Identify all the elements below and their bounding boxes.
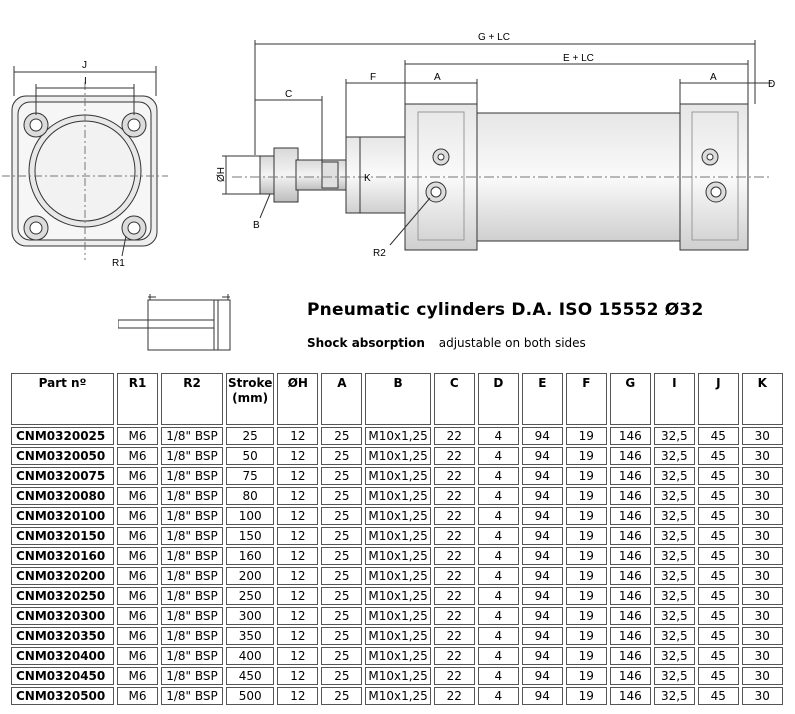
- table-cell: 12: [277, 487, 318, 505]
- table-cell: 25: [321, 607, 362, 625]
- table-cell: M10x1,25: [365, 627, 430, 645]
- table-row: [11, 647, 783, 665]
- table-cell: 146: [610, 527, 651, 545]
- table-cell: 25: [321, 487, 362, 505]
- table-cell: M10x1,25: [365, 647, 430, 665]
- table-cell: 75: [226, 467, 274, 485]
- table-cell: 94: [522, 527, 563, 545]
- column-header: E: [522, 373, 563, 425]
- label-a-right: A: [710, 72, 717, 83]
- table-cell: 32,5: [654, 587, 695, 605]
- table-cell: 22: [434, 687, 475, 705]
- label-r1: R1: [112, 258, 125, 269]
- label-b: B: [253, 220, 260, 231]
- table-cell: 30: [742, 687, 783, 705]
- table-cell: 94: [522, 567, 563, 585]
- table-cell: 12: [277, 507, 318, 525]
- table-cell: 146: [610, 587, 651, 605]
- table-cell: 19: [566, 587, 607, 605]
- table-cell: 12: [277, 667, 318, 685]
- table-cell: M10x1,25: [365, 467, 430, 485]
- column-header: C: [434, 373, 475, 425]
- page-title: Pneumatic cylinders D.A. ISO 15552 Ø32: [307, 300, 704, 320]
- table-cell: 22: [434, 607, 475, 625]
- table-cell: 22: [434, 527, 475, 545]
- table-cell: 32,5: [654, 667, 695, 685]
- part-number-cell: CNM0320100: [11, 507, 114, 525]
- table-cell: 94: [522, 467, 563, 485]
- table-cell: M10x1,25: [365, 667, 430, 685]
- part-number-cell: CNM0320450: [11, 667, 114, 685]
- table-cell: 12: [277, 627, 318, 645]
- table-cell: 45: [698, 547, 739, 565]
- table-cell: 1/8" BSP: [161, 467, 223, 485]
- table-cell: 4: [478, 667, 519, 685]
- table-cell: 1/8" BSP: [161, 587, 223, 605]
- table-cell: M6: [117, 507, 158, 525]
- label-f: F: [370, 72, 377, 83]
- table-cell: 22: [434, 587, 475, 605]
- label-c: C: [285, 89, 293, 100]
- table-cell: 30: [742, 647, 783, 665]
- table-cell: M6: [117, 607, 158, 625]
- table-cell: 22: [434, 667, 475, 685]
- table-cell: 250: [226, 587, 274, 605]
- column-header: B: [365, 373, 430, 425]
- table-cell: 45: [698, 567, 739, 585]
- table-cell: 25: [226, 427, 274, 445]
- table-cell: 22: [434, 467, 475, 485]
- table-cell: 94: [522, 487, 563, 505]
- table-row: [11, 547, 783, 565]
- table-cell: 19: [566, 547, 607, 565]
- table-cell: M6: [117, 567, 158, 585]
- table-row: [11, 627, 783, 645]
- table-cell: 45: [698, 667, 739, 685]
- column-header: Part nº: [11, 373, 114, 425]
- table-cell: 45: [698, 607, 739, 625]
- table-cell: M10x1,25: [365, 687, 430, 705]
- table-cell: 1/8" BSP: [161, 507, 223, 525]
- table-cell: 146: [610, 667, 651, 685]
- side-view: [232, 104, 770, 250]
- table-cell: 25: [321, 507, 362, 525]
- table-cell: M6: [117, 527, 158, 545]
- table-body: [11, 427, 783, 705]
- table-cell: 94: [522, 607, 563, 625]
- table-cell: 150: [226, 527, 274, 545]
- table-cell: 32,5: [654, 607, 695, 625]
- table-cell: 4: [478, 507, 519, 525]
- part-number-cell: CNM0320250: [11, 587, 114, 605]
- table-cell: 146: [610, 607, 651, 625]
- table-cell: M6: [117, 487, 158, 505]
- part-number-cell: CNM0320300: [11, 607, 114, 625]
- table-cell: 4: [478, 527, 519, 545]
- table-cell: M6: [117, 647, 158, 665]
- table-cell: 45: [698, 487, 739, 505]
- table-cell: 4: [478, 587, 519, 605]
- table-cell: 32,5: [654, 527, 695, 545]
- table-cell: M10x1,25: [365, 427, 430, 445]
- table-cell: 1/8" BSP: [161, 607, 223, 625]
- table-cell: 45: [698, 447, 739, 465]
- table-cell: 30: [742, 547, 783, 565]
- table-cell: 146: [610, 547, 651, 565]
- table-cell: 30: [742, 467, 783, 485]
- table-cell: 1/8" BSP: [161, 527, 223, 545]
- part-number-cell: CNM0320400: [11, 647, 114, 665]
- column-header: D: [478, 373, 519, 425]
- table-cell: 30: [742, 427, 783, 445]
- column-header: F: [566, 373, 607, 425]
- label-j: J: [82, 60, 87, 71]
- table-cell: 146: [610, 467, 651, 485]
- table-cell: 19: [566, 687, 607, 705]
- table-cell: 4: [478, 427, 519, 445]
- table-row: [11, 667, 783, 685]
- table-cell: M6: [117, 467, 158, 485]
- specs-table: [8, 371, 786, 707]
- table-cell: 19: [566, 447, 607, 465]
- table-cell: 22: [434, 487, 475, 505]
- part-number-cell: CNM0320080: [11, 487, 114, 505]
- table-cell: 500: [226, 687, 274, 705]
- table-cell: M10x1,25: [365, 607, 430, 625]
- table-cell: 30: [742, 667, 783, 685]
- column-header: ØH: [277, 373, 318, 425]
- table-cell: 32,5: [654, 487, 695, 505]
- table-cell: 45: [698, 467, 739, 485]
- table-cell: 32,5: [654, 567, 695, 585]
- table-cell: 32,5: [654, 647, 695, 665]
- table-row: [11, 587, 783, 605]
- table-cell: 45: [698, 527, 739, 545]
- table-cell: 25: [321, 667, 362, 685]
- label-glc: G + LC: [478, 32, 510, 43]
- label-elc: E + LC: [563, 53, 594, 64]
- table-cell: 30: [742, 447, 783, 465]
- table-cell: 12: [277, 587, 318, 605]
- table-cell: 45: [698, 647, 739, 665]
- table-cell: 1/8" BSP: [161, 447, 223, 465]
- table-cell: 30: [742, 567, 783, 585]
- table-cell: 4: [478, 607, 519, 625]
- table-cell: 12: [277, 547, 318, 565]
- table-cell: M6: [117, 547, 158, 565]
- table-cell: 146: [610, 447, 651, 465]
- table-cell: M10x1,25: [365, 547, 430, 565]
- table-cell: 1/8" BSP: [161, 687, 223, 705]
- label-d: D: [768, 79, 776, 90]
- table-cell: 25: [321, 587, 362, 605]
- table-cell: 25: [321, 647, 362, 665]
- table-cell: M10x1,25: [365, 567, 430, 585]
- table-cell: 25: [321, 547, 362, 565]
- table-cell: 4: [478, 547, 519, 565]
- table-row: [11, 567, 783, 585]
- table-cell: 32,5: [654, 687, 695, 705]
- column-header: A: [321, 373, 362, 425]
- part-number-cell: CNM0320200: [11, 567, 114, 585]
- table-cell: M6: [117, 587, 158, 605]
- table-cell: 30: [742, 607, 783, 625]
- table-cell: 94: [522, 627, 563, 645]
- table-row: [11, 527, 783, 545]
- table-cell: 19: [566, 607, 607, 625]
- table-cell: 12: [277, 467, 318, 485]
- table-cell: 19: [566, 467, 607, 485]
- table-cell: 1/8" BSP: [161, 427, 223, 445]
- table-cell: 1/8" BSP: [161, 667, 223, 685]
- table-cell: 32,5: [654, 547, 695, 565]
- table-cell: M10x1,25: [365, 447, 430, 465]
- table-cell: 45: [698, 587, 739, 605]
- table-cell: 146: [610, 687, 651, 705]
- table-cell: 32,5: [654, 447, 695, 465]
- table-cell: 146: [610, 487, 651, 505]
- table-cell: M6: [117, 627, 158, 645]
- column-header: G: [610, 373, 651, 425]
- column-header: K: [742, 373, 783, 425]
- table-cell: 32,5: [654, 627, 695, 645]
- table-cell: 25: [321, 567, 362, 585]
- table-cell: 400: [226, 647, 274, 665]
- table-cell: 19: [566, 527, 607, 545]
- shock-absorption: [307, 336, 586, 350]
- table-cell: 200: [226, 567, 274, 585]
- table-cell: 160: [226, 547, 274, 565]
- table-row: [11, 467, 783, 485]
- table-cell: 1/8" BSP: [161, 487, 223, 505]
- table-cell: 4: [478, 487, 519, 505]
- table-cell: 1/8" BSP: [161, 647, 223, 665]
- table-cell: M6: [117, 687, 158, 705]
- cylinder-symbol: [118, 294, 238, 354]
- label-r2: R2: [373, 248, 386, 259]
- table-cell: 94: [522, 427, 563, 445]
- table-cell: 30: [742, 627, 783, 645]
- table-cell: 22: [434, 447, 475, 465]
- table-cell: 25: [321, 467, 362, 485]
- table-cell: 45: [698, 687, 739, 705]
- part-number-cell: CNM0320350: [11, 627, 114, 645]
- cylinder-technical-drawing: [0, 0, 795, 300]
- table-row: [11, 427, 783, 445]
- table-cell: M10x1,25: [365, 507, 430, 525]
- part-number-cell: CNM0320075: [11, 467, 114, 485]
- table-cell: 4: [478, 647, 519, 665]
- table-cell: 30: [742, 487, 783, 505]
- table-cell: 94: [522, 687, 563, 705]
- table-cell: 19: [566, 427, 607, 445]
- table-cell: 45: [698, 507, 739, 525]
- table-cell: 4: [478, 467, 519, 485]
- table-cell: 19: [566, 627, 607, 645]
- table-cell: M6: [117, 667, 158, 685]
- table-cell: 350: [226, 627, 274, 645]
- table-cell: 94: [522, 547, 563, 565]
- table-cell: 22: [434, 647, 475, 665]
- table-cell: 4: [478, 567, 519, 585]
- part-number-cell: CNM0320050: [11, 447, 114, 465]
- table-cell: 12: [277, 567, 318, 585]
- part-number-cell: CNM0320160: [11, 547, 114, 565]
- table-cell: M10x1,25: [365, 527, 430, 545]
- table-row: [11, 687, 783, 705]
- table-cell: 19: [566, 667, 607, 685]
- table-cell: M6: [117, 427, 158, 445]
- table-cell: 12: [277, 427, 318, 445]
- table-cell: 146: [610, 427, 651, 445]
- column-header: R2: [161, 373, 223, 425]
- table-cell: 94: [522, 447, 563, 465]
- table-cell: 25: [321, 427, 362, 445]
- table-row: [11, 507, 783, 525]
- table-cell: 30: [742, 527, 783, 545]
- table-cell: 12: [277, 647, 318, 665]
- table-cell: 146: [610, 647, 651, 665]
- table-cell: 45: [698, 627, 739, 645]
- table-cell: 1/8" BSP: [161, 627, 223, 645]
- table-cell: 4: [478, 627, 519, 645]
- table-cell: 25: [321, 527, 362, 545]
- table-cell: 32,5: [654, 507, 695, 525]
- table-cell: 94: [522, 587, 563, 605]
- table-cell: 22: [434, 567, 475, 585]
- table-cell: 94: [522, 667, 563, 685]
- table-cell: 25: [321, 627, 362, 645]
- table-cell: 146: [610, 567, 651, 585]
- part-number-cell: CNM0320500: [11, 687, 114, 705]
- table-cell: 30: [742, 587, 783, 605]
- shock-value: adjustable on both sides: [438, 336, 586, 350]
- column-header: J: [698, 373, 739, 425]
- table-cell: M6: [117, 447, 158, 465]
- table-cell: M10x1,25: [365, 487, 430, 505]
- label-k: K: [364, 173, 371, 184]
- table-cell: 450: [226, 667, 274, 685]
- table-cell: 1/8" BSP: [161, 547, 223, 565]
- table-cell: 32,5: [654, 427, 695, 445]
- label-oh: ØH: [216, 167, 227, 182]
- table-cell: 30: [742, 507, 783, 525]
- table-cell: 22: [434, 547, 475, 565]
- table-cell: 19: [566, 487, 607, 505]
- table-cell: 94: [522, 647, 563, 665]
- part-number-cell: CNM0320025: [11, 427, 114, 445]
- table-row: [11, 487, 783, 505]
- table-cell: 1/8" BSP: [161, 567, 223, 585]
- table-cell: 22: [434, 627, 475, 645]
- table-cell: 45: [698, 427, 739, 445]
- table-cell: 100: [226, 507, 274, 525]
- table-cell: M10x1,25: [365, 587, 430, 605]
- table-cell: 12: [277, 527, 318, 545]
- table-cell: 19: [566, 647, 607, 665]
- column-header: Stroke (mm): [226, 373, 274, 425]
- table-cell: 146: [610, 627, 651, 645]
- table-cell: 12: [277, 447, 318, 465]
- front-view: [2, 66, 168, 260]
- table-header-row: [11, 373, 783, 425]
- column-header: I: [654, 373, 695, 425]
- table-cell: 22: [434, 427, 475, 445]
- table-cell: 146: [610, 507, 651, 525]
- table-cell: 300: [226, 607, 274, 625]
- label-i: I: [84, 76, 87, 87]
- part-number-cell: CNM0320150: [11, 527, 114, 545]
- label-a-left: A: [434, 72, 441, 83]
- table-cell: 4: [478, 687, 519, 705]
- table-cell: 50: [226, 447, 274, 465]
- table-row: [11, 447, 783, 465]
- column-header: R1: [117, 373, 158, 425]
- table-cell: 19: [566, 567, 607, 585]
- table-cell: 22: [434, 507, 475, 525]
- table-cell: 12: [277, 687, 318, 705]
- table-cell: 12: [277, 607, 318, 625]
- shock-label: Shock absorption: [307, 336, 425, 350]
- table-cell: 80: [226, 487, 274, 505]
- table-cell: 32,5: [654, 467, 695, 485]
- table-cell: 4: [478, 447, 519, 465]
- table-cell: 19: [566, 507, 607, 525]
- table-cell: 94: [522, 507, 563, 525]
- table-cell: 25: [321, 447, 362, 465]
- table-row: [11, 607, 783, 625]
- table-cell: 25: [321, 687, 362, 705]
